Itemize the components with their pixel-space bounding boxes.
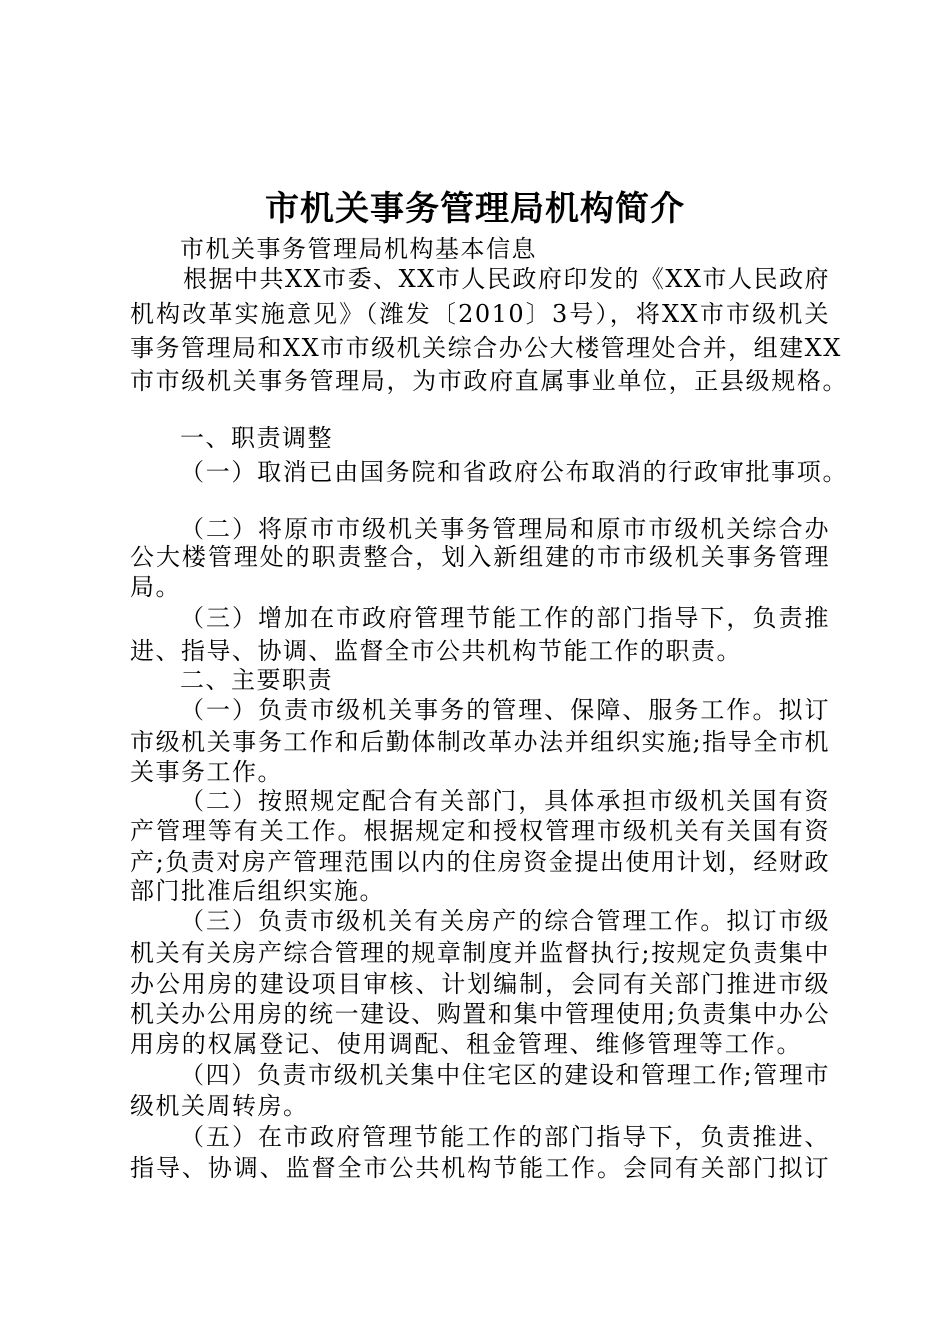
document-title: 市机关事务管理局机构简介: [265, 189, 685, 229]
paragraph-line: （一）负责市级机关事务的管理、保障、服务工作。拟订: [180, 696, 830, 724]
paragraph-line: （五）在市政府管理节能工作的部门指导下，负责推进、: [180, 1123, 830, 1151]
paragraph-line: （三）增加在市政府管理节能工作的部门指导下，负责推: [180, 604, 830, 632]
section-heading: 一、职责调整: [180, 424, 333, 452]
paragraph-line: 机关办公用房的统一建设、购置和集中管理使用;负责集中办公: [130, 1000, 830, 1028]
paragraph-line: 进、指导、协调、监督全市公共机构节能工作的职责。: [130, 637, 742, 665]
paragraph-line: 产管理等有关工作。根据规定和授权管理市级机关有关国有资: [130, 817, 830, 845]
paragraph-line: （二）按照规定配合有关部门，具体承担市级机关国有资: [180, 787, 830, 815]
paragraph-line: 指导、协调、监督全市公共机构节能工作。会同有关部门拟订: [130, 1154, 830, 1182]
paragraph-line: 机构改革实施意见》（潍发〔2010〕3号），将XX市市级机关: [130, 300, 830, 328]
paragraph-line: 根据中共XX市委、XX市人民政府印发的《XX市人民政府: [183, 265, 831, 293]
paragraph-line: 办公用房的建设项目审核、计划编制，会同有关部门推进市级: [130, 970, 830, 998]
paragraph-line: 市级机关事务工作和后勤体制改革办法并组织实施;指导全市机: [130, 728, 830, 756]
paragraph-line: （四）负责市级机关集中住宅区的建设和管理工作;管理市: [180, 1061, 830, 1089]
paragraph-line: 部门批准后组织实施。: [130, 877, 385, 905]
paragraph-line: 级机关周转房。: [130, 1092, 309, 1120]
paragraph-line: 产;负责对房产管理范围以内的住房资金提出使用计划，经财政: [130, 848, 830, 876]
paragraph-line: 市市级机关事务管理局，为市政府直属事业单位，正县级规格。: [130, 367, 848, 395]
paragraph-line: 机关有关房产综合管理的规章制度并监督执行;按规定负责集中: [130, 939, 830, 967]
section-heading: 二、主要职责: [180, 666, 333, 694]
paragraph-line: 公大楼管理处的职责整合，划入新组建的市市级机关事务管理: [130, 543, 830, 571]
paragraph-line: （三）负责市级机关有关房产的综合管理工作。拟订市级: [180, 907, 830, 935]
paragraph-line: （一）取消已由国务院和省政府公布取消的行政审批事项。: [180, 458, 848, 486]
paragraph-line: 事务管理局和XX市市级机关综合办公大楼管理处合并，组建XX: [130, 334, 842, 362]
subheading-basic-info: 市机关事务管理局机构基本信息: [180, 235, 537, 263]
paragraph-line: 用房的权属登记、使用调配、租金管理、维修管理等工作。: [130, 1030, 802, 1058]
paragraph-line: （二）将原市市级机关事务管理局和原市市级机关综合办: [180, 515, 830, 543]
paragraph-line: 局。: [130, 573, 181, 601]
paragraph-line: 关事务工作。: [130, 758, 283, 786]
